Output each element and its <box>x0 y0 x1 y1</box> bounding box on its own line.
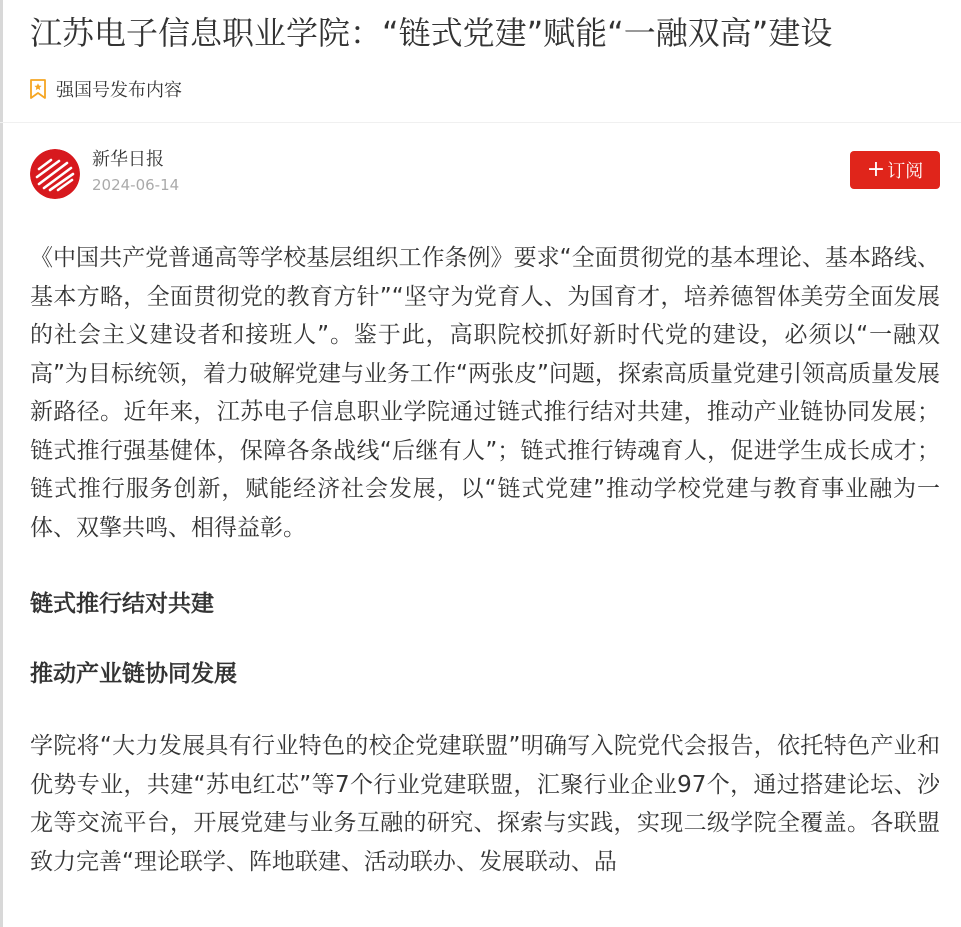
source-row <box>30 76 940 102</box>
article-page <box>30 0 940 881</box>
article-title: 江苏电子信息职业学院：“链式党建”赋能“一融双高”建设 <box>30 14 833 52</box>
author-name[interactable]: 新华日报 <box>92 149 164 170</box>
section-subheading: 推动产业链协同发展 <box>30 661 237 687</box>
source-label: 强国号发布内容 <box>56 80 182 101</box>
avatar[interactable] <box>30 149 80 199</box>
section-heading: 链式推行结对共建 <box>30 591 214 617</box>
subscribe-button[interactable] <box>850 151 940 189</box>
header-divider <box>0 122 961 123</box>
left-edge-rule <box>0 0 3 927</box>
xinhua-daily-logo-icon <box>30 149 80 199</box>
paragraph-alliance: 学院将“大力发展具有行业特色的校企党建联盟”明确写入院党代会报告，依托特色产业和优势专业，共建“苏电红芯”等7个行业党建联盟，汇聚行业企业97个，通过搭建论坛、沙龙等交流平台，开展党建与业务互融的研究、探索与实践，实现二级学院全覆盖。各联盟致力完善“理论联学、阵地联建、活动联办、发展联动、品 <box>30 733 940 875</box>
bookmark-star-icon <box>30 79 46 99</box>
subscribe-label: 订阅 <box>887 161 924 182</box>
paragraph-intro: 《中国共产党普通高等学校基层组织工作条例》要求“全面贯彻党的基本理论、基本路线、基本方略，全面贯彻党的教育方针”“坚守为党育人、为国育才，培养德智体美劳全面发展的社会主义建设者和接班人”。鉴于此，高职院校抓好新时代党的建设，必须以“一融双高”为目标统领，着力破解党建与业务工作“两张皮”问题，探索高质量党建引领高质量发展新路径。近年来，江苏电子信息职业学院通过链式推行结对共建，推动产业链协同发展；链式推行强基健体，保障各条战线“后继有人”；链式推行铸魂育人，促进学生成长成才；链式推行服务创新，赋能经济社会发展，以“链式党建”推动学校党建与教育事业融为一体、双擎共鸣、相得益彰。 <box>30 245 940 541</box>
publish-date: 2024-06-14 <box>92 176 180 194</box>
article-body <box>30 239 940 881</box>
plus-icon: + <box>866 157 886 182</box>
author-row <box>30 149 940 199</box>
